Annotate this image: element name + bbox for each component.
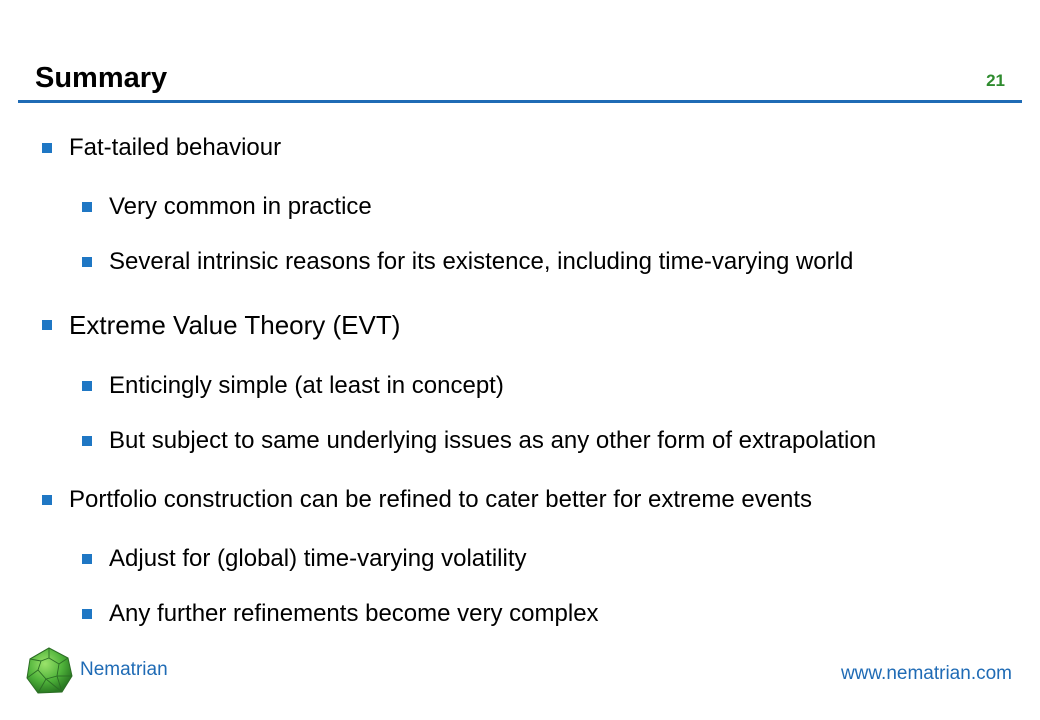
square-bullet-icon — [82, 381, 92, 391]
bullet-text: Portfolio construction can be refined to cater better for extreme events — [69, 486, 813, 513]
square-bullet-icon — [42, 143, 52, 153]
square-bullet-icon — [82, 609, 92, 619]
page-number: 21 — [986, 71, 1005, 90]
square-bullet-icon — [42, 320, 52, 330]
bullet-text: Extreme Value Theory (EVT) — [69, 310, 401, 340]
sub-bullet-item — [82, 371, 504, 401]
sub-bullet-item — [82, 544, 526, 574]
bullet-item — [42, 485, 812, 515]
bullet-text: Very common in practice — [109, 193, 372, 220]
footer-url-link[interactable]: www.nematrian.com — [840, 663, 1012, 684]
bullet-text: But subject to same underlying issues as any other form of extrapolation — [109, 427, 877, 454]
bullet-item — [42, 310, 400, 340]
title-divider — [18, 100, 1022, 103]
square-bullet-icon — [82, 436, 92, 446]
sub-bullet-item — [82, 192, 372, 222]
slide-title: Summary — [35, 62, 168, 94]
sub-bullet-item — [82, 599, 599, 629]
square-bullet-icon — [42, 495, 52, 505]
sub-bullet-item — [82, 247, 853, 277]
bullet-text: Enticingly simple (at least in concept) — [109, 372, 504, 399]
bullet-text: Adjust for (global) time-varying volatility — [109, 545, 527, 572]
sub-bullet-item — [82, 426, 876, 456]
square-bullet-icon — [82, 554, 92, 564]
square-bullet-icon — [82, 202, 92, 212]
bullet-text: Any further refinements become very complex — [109, 600, 599, 627]
bullet-text: Fat-tailed behaviour — [69, 134, 282, 161]
bullet-item — [42, 133, 281, 163]
bullet-text: Several intrinsic reasons for its existence, including time-varying world — [109, 248, 854, 275]
green-geodesic-sphere-icon — [24, 646, 74, 696]
square-bullet-icon — [82, 257, 92, 267]
brand-name: Nematrian — [80, 659, 168, 680]
